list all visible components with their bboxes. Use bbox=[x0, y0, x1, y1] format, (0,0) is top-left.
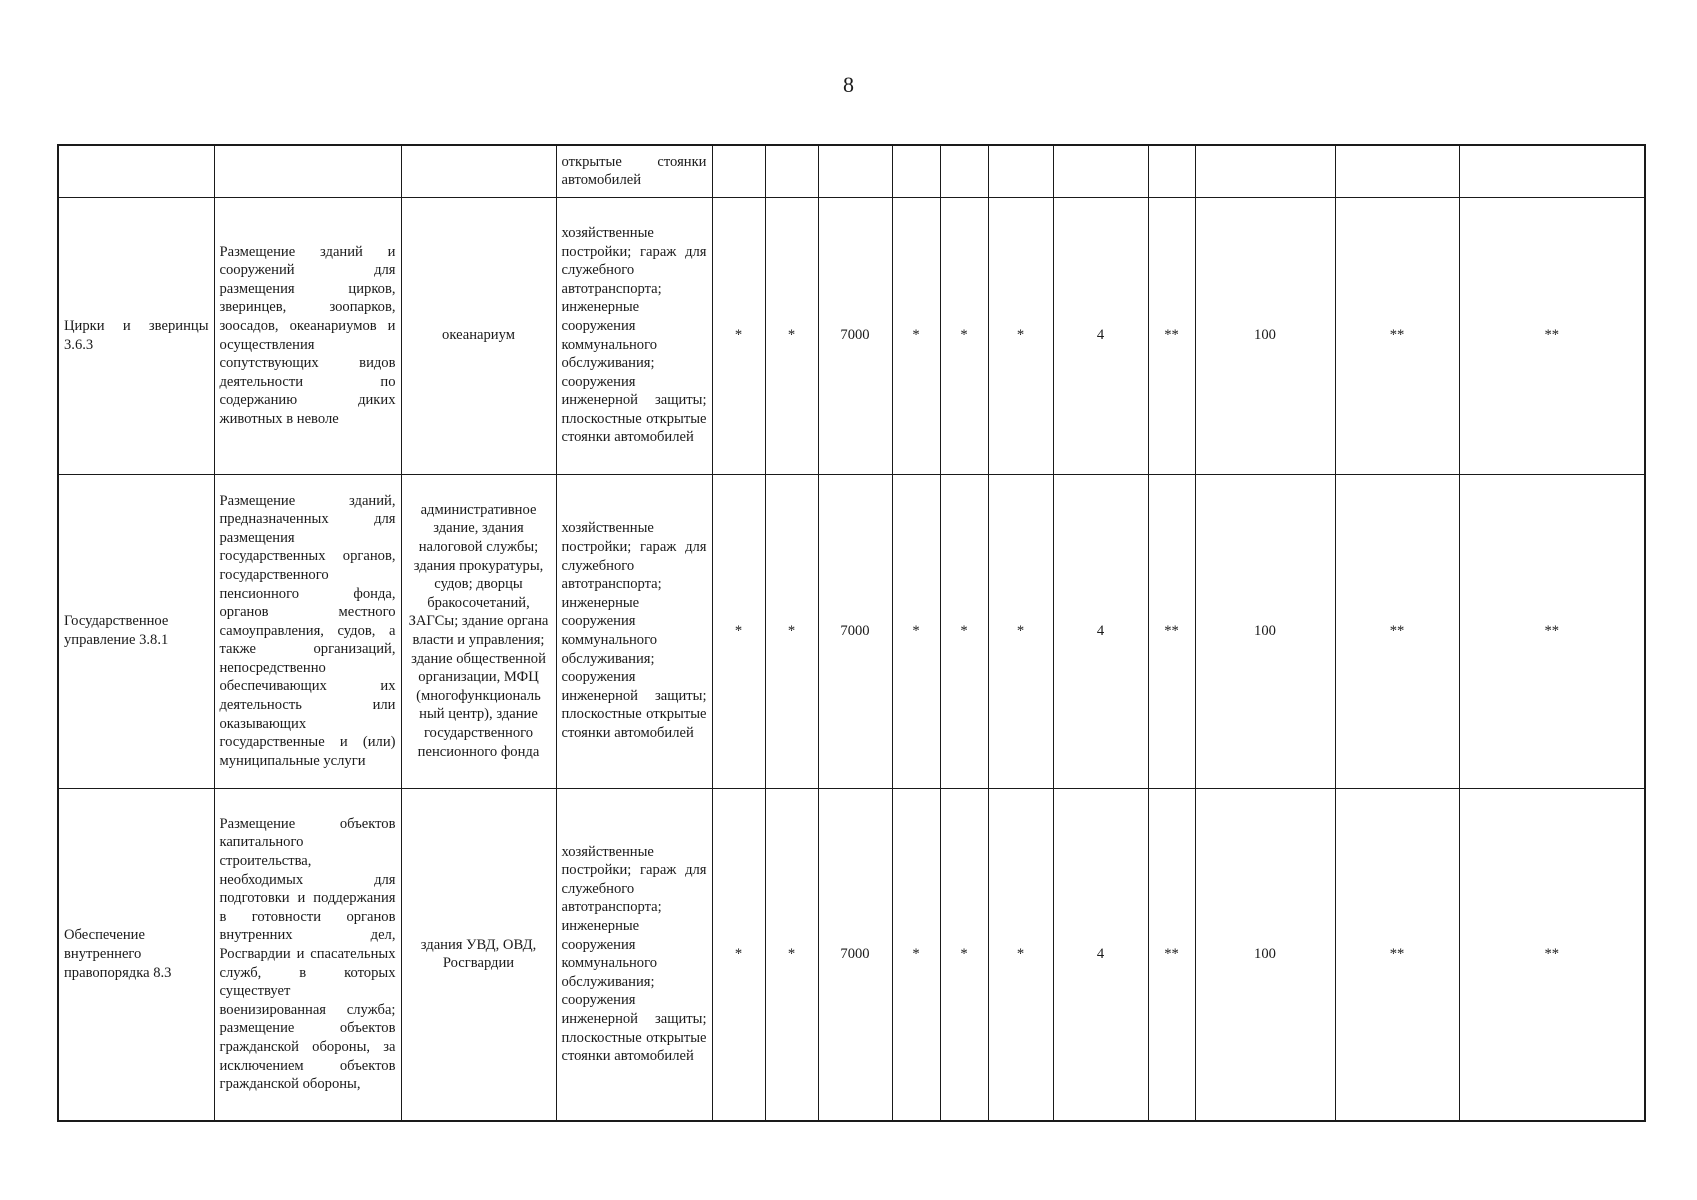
parameter-value-cell bbox=[940, 145, 988, 197]
parameter-value-cell: ** bbox=[1335, 197, 1459, 474]
parameter-value-cell: ** bbox=[1335, 788, 1459, 1121]
parameter-value-cell bbox=[818, 145, 892, 197]
table-row bbox=[58, 145, 1645, 197]
use-description-cell: Размещение объектов капитального строительства, необходимых для подготовки и поддержания в готовности органов внутренних дел, Росгвардии и спасательных служб, в которых существует военизированная служба; размещение объектов гражданской обороны, за исключением объектов гражданской обороны, bbox=[214, 788, 401, 1121]
parameter-value-cell: 4 bbox=[1053, 788, 1148, 1121]
parameter-value-cell: * bbox=[892, 197, 940, 474]
parameter-value-cell: * bbox=[712, 788, 765, 1121]
parameter-value-cell: * bbox=[940, 474, 988, 788]
parameter-value-cell: * bbox=[988, 788, 1053, 1121]
parameter-value-cell: * bbox=[712, 197, 765, 474]
parameter-value-cell: * bbox=[712, 474, 765, 788]
parameter-value-cell: ** bbox=[1459, 197, 1645, 474]
parameter-value-cell: 4 bbox=[1053, 474, 1148, 788]
main-objects-cell: океанариум bbox=[401, 197, 556, 474]
parameter-value-cell: 7000 bbox=[818, 474, 892, 788]
page-number: 8 bbox=[843, 72, 854, 97]
main-objects-cell: здания УВД, ОВД, Росгвардии bbox=[401, 788, 556, 1121]
use-name-cell: Государственное управление 3.8.1 bbox=[58, 474, 214, 788]
use-name-cell bbox=[58, 145, 214, 197]
parameter-value-cell bbox=[765, 145, 818, 197]
parameter-value-cell bbox=[1335, 145, 1459, 197]
parameter-value-cell: * bbox=[940, 197, 988, 474]
parameter-value-cell: * bbox=[765, 474, 818, 788]
main-objects-cell bbox=[401, 145, 556, 197]
parameter-value-cell: ** bbox=[1148, 197, 1195, 474]
auxiliary-objects-cell: хозяйственные постройки; гараж для служебного автотранспорта; инженерные сооружения коммунального обслуживания; сооружения инженерной защиты; плоскостные открытые стоянки автомобилей bbox=[556, 474, 712, 788]
parameter-value-cell: ** bbox=[1148, 474, 1195, 788]
auxiliary-objects-cell: открытые стоянки автомобилей bbox=[556, 145, 712, 197]
use-description-cell: Размещение зданий, предназначенных для размещения государственных органов, государственного пенсионного фонда, органов местного самоуправления, судов, а также организаций, непосредственно обеспечивающих их деятельность или оказывающих государственные и (или) муниципальные услуги bbox=[214, 474, 401, 788]
parameter-value-cell bbox=[892, 145, 940, 197]
parameter-value-cell: 7000 bbox=[818, 788, 892, 1121]
table-row bbox=[58, 788, 1645, 1121]
parameter-value-cell: 100 bbox=[1195, 474, 1335, 788]
use-description-cell bbox=[214, 145, 401, 197]
parameter-value-cell: ** bbox=[1459, 788, 1645, 1121]
parameter-value-cell: 7000 bbox=[818, 197, 892, 474]
parameter-value-cell bbox=[1053, 145, 1148, 197]
use-name-cell: Цирки и зверинцы 3.6.3 bbox=[58, 197, 214, 474]
parameter-value-cell: * bbox=[892, 474, 940, 788]
parameter-value-cell: * bbox=[765, 788, 818, 1121]
use-name-cell: Обеспечение внутреннего правопорядка 8.3 bbox=[58, 788, 214, 1121]
parameter-value-cell: 100 bbox=[1195, 197, 1335, 474]
parameter-value-cell: * bbox=[988, 197, 1053, 474]
parameter-value-cell bbox=[1148, 145, 1195, 197]
parameter-value-cell: 100 bbox=[1195, 788, 1335, 1121]
regulations-table bbox=[57, 144, 1646, 1122]
table-row bbox=[58, 474, 1645, 788]
parameter-value-cell: ** bbox=[1148, 788, 1195, 1121]
parameter-value-cell bbox=[988, 145, 1053, 197]
parameter-value-cell bbox=[712, 145, 765, 197]
auxiliary-objects-cell: хозяйственные постройки; гараж для служебного автотранспорта; инженерные сооружения коммунального обслуживания; сооружения инженерной защиты; плоскостные открытые стоянки автомобилей bbox=[556, 788, 712, 1121]
parameter-value-cell: 4 bbox=[1053, 197, 1148, 474]
parameter-value-cell: * bbox=[940, 788, 988, 1121]
parameter-value-cell: * bbox=[892, 788, 940, 1121]
parameter-value-cell bbox=[1459, 145, 1645, 197]
parameter-value-cell: * bbox=[988, 474, 1053, 788]
table-row bbox=[58, 197, 1645, 474]
parameter-value-cell bbox=[1195, 145, 1335, 197]
parameter-value-cell: ** bbox=[1335, 474, 1459, 788]
main-objects-cell: административное здание, здания налоговой службы; здания прокуратуры, судов; дворцы бракосочетаний, ЗАГСы; здание органа власти и управления; здание общественной организации, МФЦ (многофункциональ ный центр), здание государственного пенсионного фонда bbox=[401, 474, 556, 788]
parameter-value-cell: * bbox=[765, 197, 818, 474]
use-description-cell: Размещение зданий и сооружений для размещения цирков, зверинцев, зоопарков, зоосадов, океанариумов и осуществления сопутствующих видов деятельности по содержанию диких животных в неволе bbox=[214, 197, 401, 474]
auxiliary-objects-cell: хозяйственные постройки; гараж для служебного автотранспорта; инженерные сооружения коммунального обслуживания; сооружения инженерной защиты; плоскостные открытые стоянки автомобилей bbox=[556, 197, 712, 474]
parameter-value-cell: ** bbox=[1459, 474, 1645, 788]
